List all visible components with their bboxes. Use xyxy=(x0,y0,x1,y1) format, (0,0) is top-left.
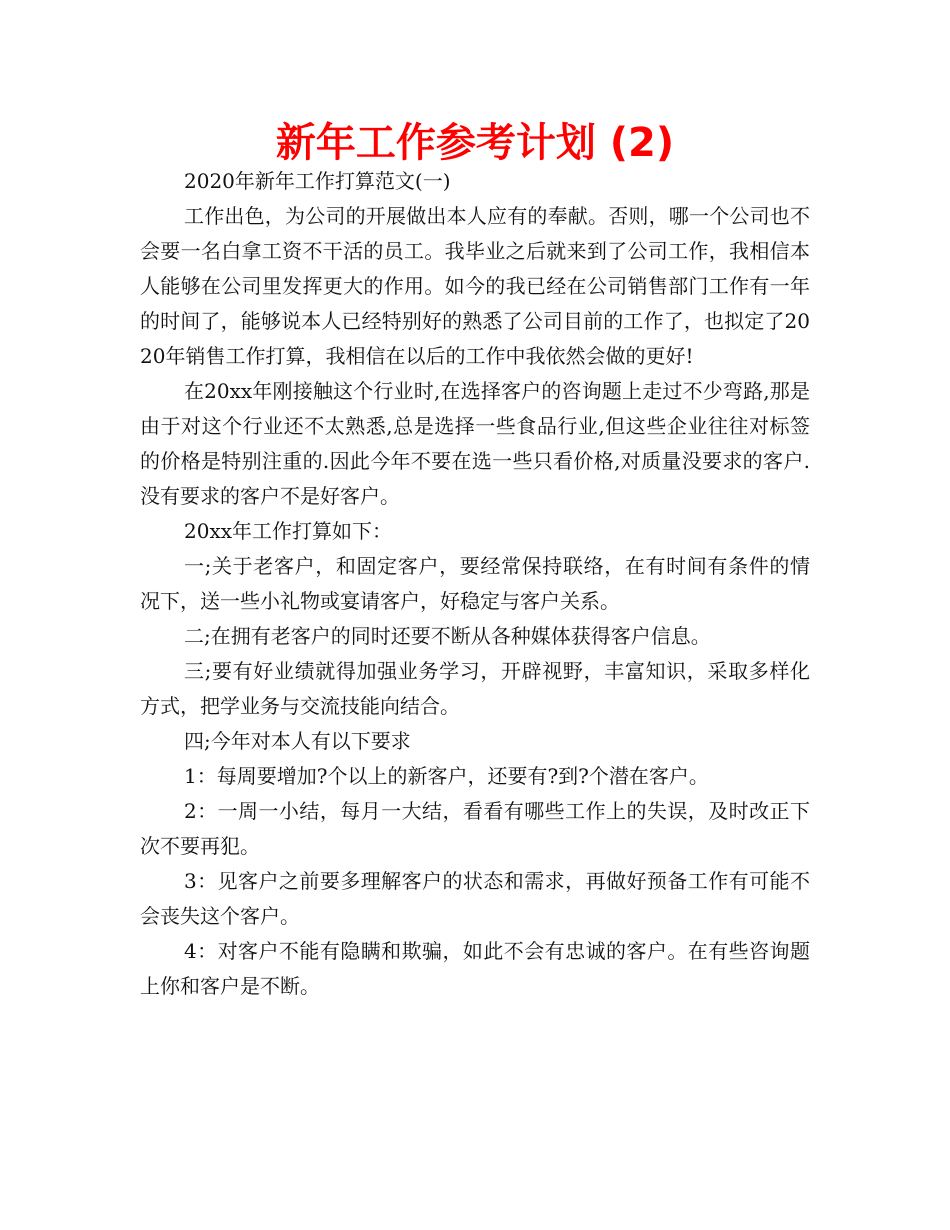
requirement-4: 4：对客户不能有隐瞒和欺骗，如此不会有忠诚的客户。在有些咨询题上你和客户是不断。 xyxy=(140,939,810,998)
plan-item-4: 四;今年对本人有以下要求 xyxy=(184,729,411,753)
section-heading: 2020年新年工作打算范文(一) xyxy=(184,169,451,193)
plan-item-1: 一;关于老客户，和固定客户，要经常保持联络，在有时间有条件的情况下，送一些小礼物或宴请客户，好稳定与客户关系。 xyxy=(140,554,810,613)
requirement-1: 1：每周要增加?个以上的新客户，还要有?到?个潜在客户。 xyxy=(184,764,709,788)
requirement-3: 3：见客户之前要多理解客户的状态和需求，再做好预备工作有可能不会丧失这个客户。 xyxy=(140,869,810,928)
document-title: 新年工作参考计划 (2) xyxy=(275,120,675,166)
paragraph-intro: 工作出色，为公司的开展做出本人应有的奉献。否则，哪一个公司也不会要一名白拿工资不干活的员工。我毕业之后就来到了公司工作，我相信本人能够在公司里发挥更大的作用。如今的我已经在公司销售部门工作有一年的时间了，能够说本人已经特别好的熟悉了公司目前的工作了，也拟定了2020年销售工作打算，我相信在以后的工作中我依然会做的更好! xyxy=(140,204,810,368)
plan-heading: 20xx年工作打算如下： xyxy=(184,519,393,543)
plan-item-2: 二;在拥有老客户的同时还要不断从各种媒体获得客户信息。 xyxy=(184,624,711,648)
document-body xyxy=(140,164,810,1004)
requirement-2: 2：一周一小结，每月一大结，看看有哪些工作上的失误，及时改正下次不要再犯。 xyxy=(140,799,810,858)
plan-item-3: 三;要有好业绩就得加强业务学习，开辟视野，丰富知识，采取多样化方式，把学业务与交流技能向结合。 xyxy=(140,659,810,718)
paragraph-experience: 在20xx年刚接触这个行业时,在选择客户的咨询题上走过不少弯路,那是由于对这个行业还不太熟悉,总是选择一些食品行业,但这些企业往往对标签的价格是特别注重的.因此今年不要在选一些只看价格,对质量没要求的客户.没有要求的客户不是好客户。 xyxy=(140,379,810,508)
